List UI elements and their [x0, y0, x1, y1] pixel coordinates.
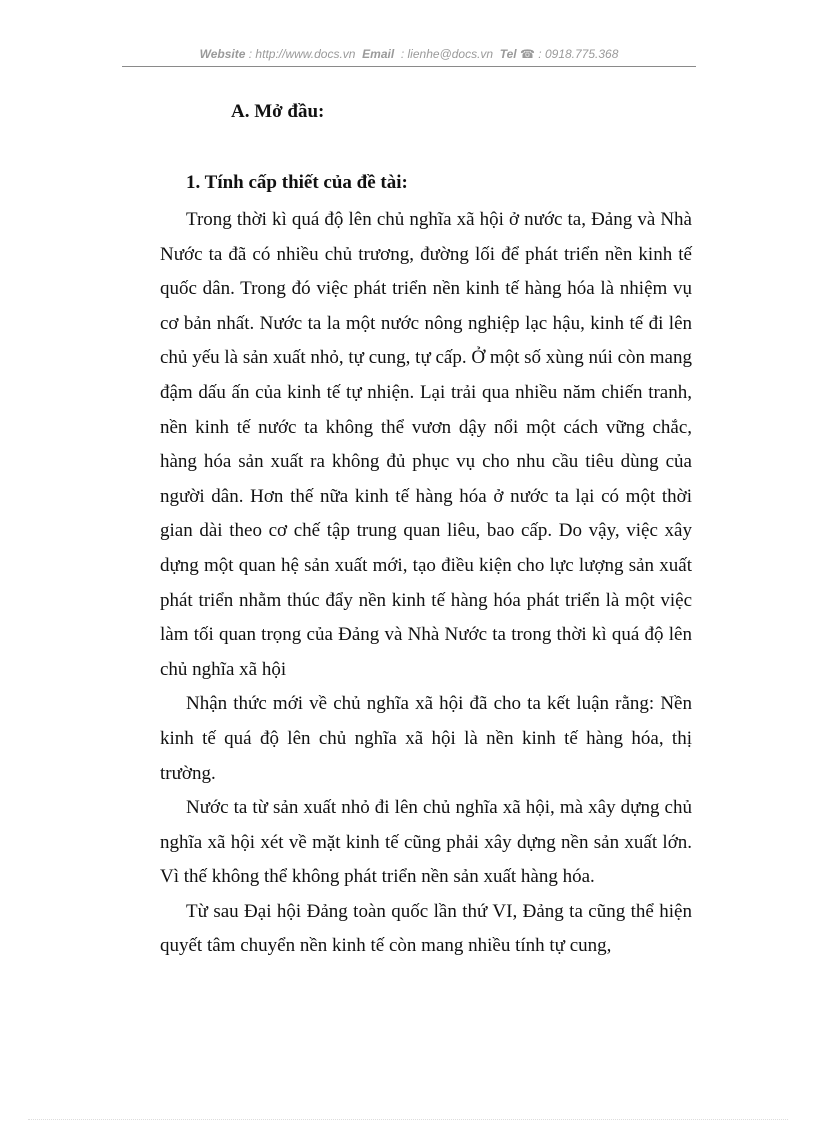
footer-divider: [28, 1119, 788, 1120]
header-rule: [122, 66, 696, 67]
subsection-heading: 1. Tính cấp thiết của đề tài:: [186, 172, 408, 193]
website-label: Website: [199, 47, 246, 61]
phone-icon: ☎: [520, 47, 535, 61]
email-label: Email: [362, 47, 395, 61]
paragraph-2: Nhận thức mới về chủ nghĩa xã hội đã cho ta kết luận rằng: Nền kinh tế quá độ lên chủ nghĩa xã hội là nền kinh tế hàng hóa, thị trường.: [160, 693, 692, 784]
paragraph-1: Trong thời kì quá độ lên chủ nghĩa xã hội ở nước ta, Đảng và Nhà Nước ta đã có nhiều chủ trương, đường lối để phát triển nền kinh tế quốc dân. Trong đó việc phát triển nền kinh tế hàng hóa là nhiệm vụ cơ bản nhất. Nước ta la một nước nông nghiệp lạc hậu, kinh tế đi lên chủ yếu là sản xuất nhỏ, tự cung, tự cấp. Ở một số xùng núi còn mang đậm dấu ấn của kinh tế tự nhiện. Lại trải qua nhiều năm chiến tranh, nền kinh tế nước ta không thể vươn dậy nổi một cách vững chắc, hàng hóa sản xuất ra không đủ phục vụ cho nhu cầu tiêu dùng của người dân. Hơn thế nữa kinh tế hàng hóa ở nước ta lại có một thời gian dài theo cơ chế tập trung quan liêu, bao cấp. Do vậy, việc xây dựng một quan hệ sản xuất mới, tạo điều kiện cho lực lượng sản xuất phát triển nhằm thúc đẩy nền kinh tế hàng hóa phát triển là một việc làm tối quan trọng của Đảng và Nhà Nước ta trong thời kì quá độ lên chủ nghĩa xã hội: [160, 209, 692, 680]
email-value: : lienhe@docs.vn: [400, 47, 494, 61]
paragraph-4: Từ sau Đại hội Đảng toàn quốc lần thứ VI, Đảng ta cũng thể hiện quyết tâm chuyển nền kinh tế còn mang nhiều tính tự cung,: [160, 900, 692, 957]
tel-value: : 0918.775.368: [538, 47, 619, 61]
body-text: [160, 203, 692, 964]
section-heading: A. Mở đầu:: [231, 101, 325, 122]
page-header: [122, 47, 696, 61]
tel-label: Tel: [499, 47, 517, 61]
paragraph-3: Nước ta từ sản xuất nhỏ đi lên chủ nghĩa xã hội, mà xây dựng chủ nghĩa xã hội xét về mặt kinh tế cũng phải xây dựng nền sản xuất lớn. Vì thế không thể không phát triển nền sản xuất hàng hóa.: [160, 797, 692, 888]
website-value: : http://www.docs.vn: [248, 47, 356, 61]
